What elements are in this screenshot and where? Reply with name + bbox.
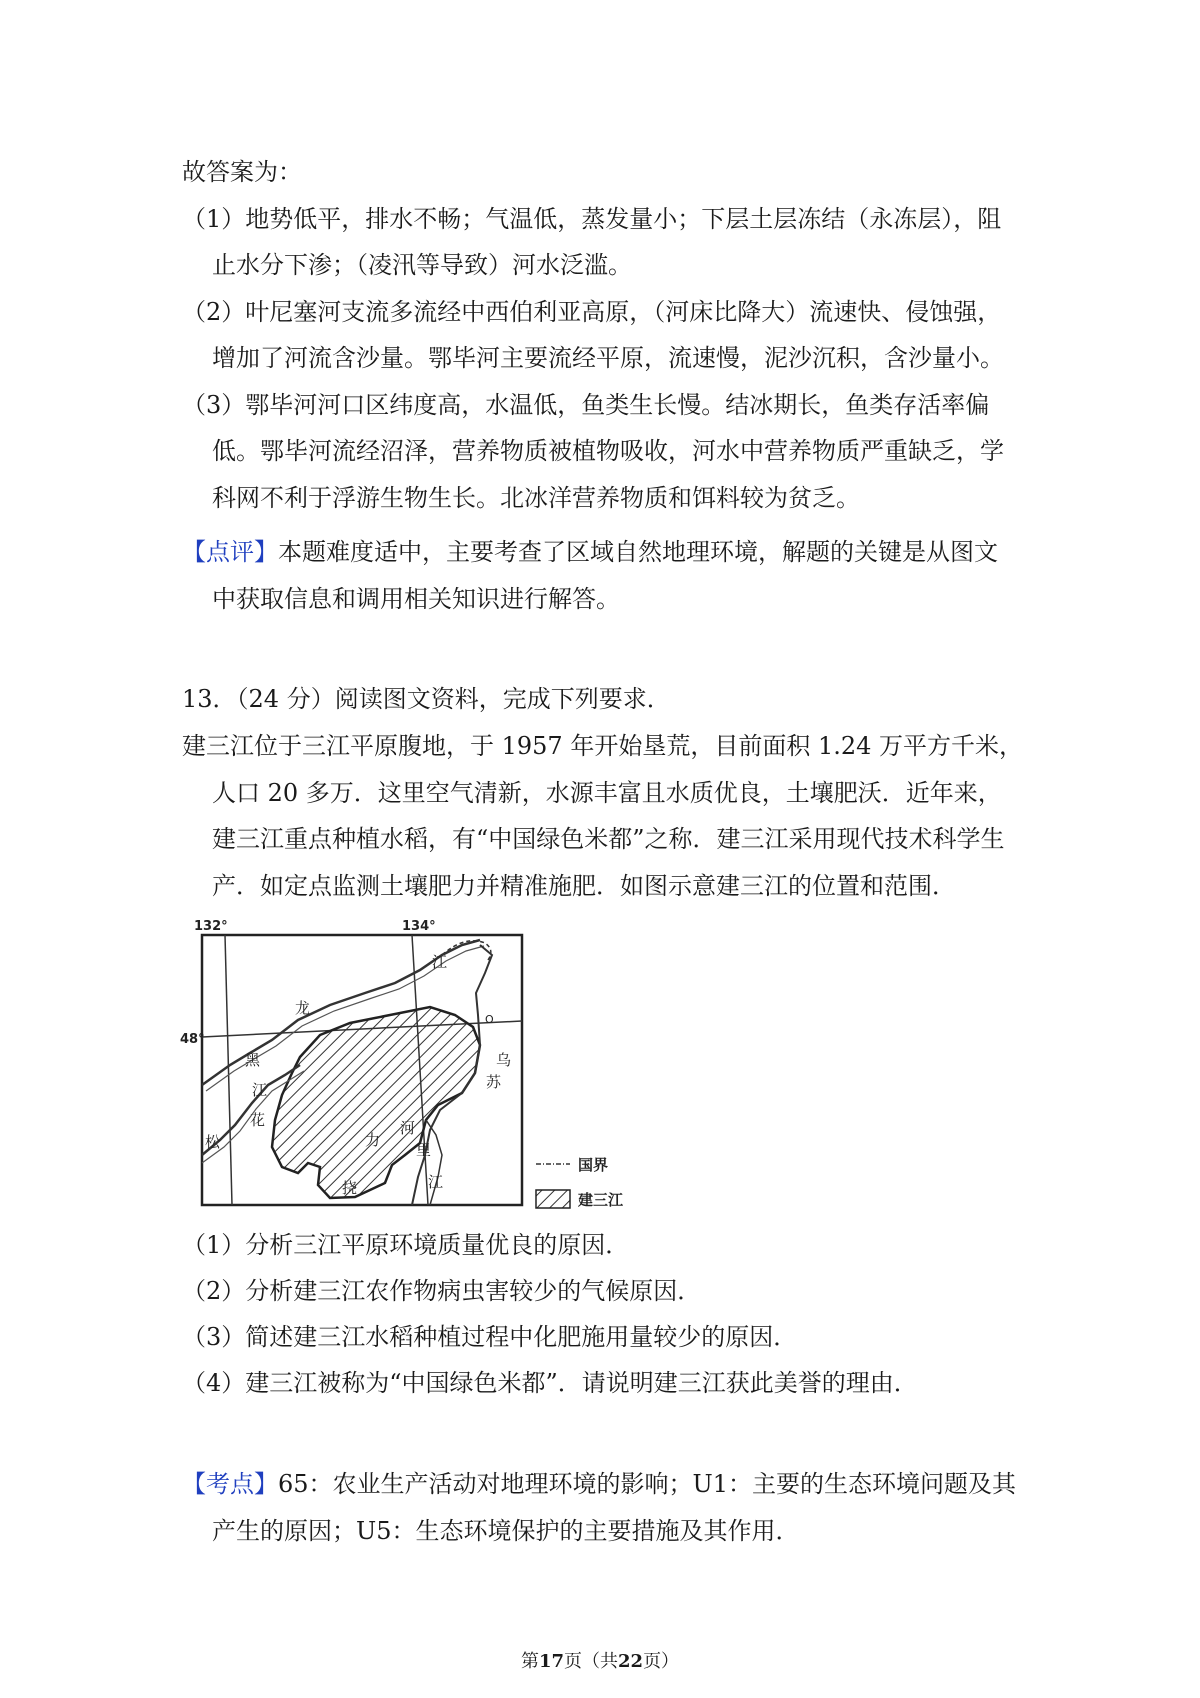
answer-p1-line1: （1）地势低平，排水不畅；气温低，蒸发量小；下层土层冻结（永冻层），阻 xyxy=(182,205,1002,233)
river-char-12: 乌 xyxy=(496,1051,512,1069)
kaodian-line1 xyxy=(182,1467,1016,1501)
subquestion-1: （1）分析三江平原环境质量优良的原因． xyxy=(182,1231,630,1259)
subquestion-4: （4）建三江被称为“中国绿色米都”．请说明建三江获此美誉的理由． xyxy=(182,1369,918,1397)
river-char-10: 里 xyxy=(416,1141,432,1159)
river-char-1: 江 xyxy=(432,953,448,971)
answer-p2-line2: 增加了河流含沙量。鄂毕河主要流经平原，流速慢，泥沙沉积，含沙量小。 xyxy=(212,344,1004,372)
meridian-132 xyxy=(225,935,232,1205)
label-point: O xyxy=(485,1013,494,1026)
subquestion-2: （2）分析建三江农作物病虫害较少的气候原因． xyxy=(182,1277,702,1305)
label-lat-48: 48° xyxy=(180,1032,205,1047)
label-lon-134: 134° xyxy=(402,919,436,934)
comment-tag: 【点评】 xyxy=(182,538,278,566)
legend-area-label: 建三江 xyxy=(578,1191,624,1209)
material-line2: 人口 20 多万．这里空气清新，水源丰富且水质优良，土壤肥沃．近年来， xyxy=(212,779,1002,807)
river-char-7: 力 xyxy=(365,1131,381,1149)
river-char-6: 松 xyxy=(205,1133,221,1151)
answer-p2-line1: （2）叶尼塞河支流多流经中西伯利亚高原，（河床比降大）流速快、侵蚀强， xyxy=(182,298,1002,326)
river-char-9: 河 xyxy=(400,1119,416,1137)
material-line1: 建三江位于三江平原腹地，于 1957 年开始垦荒，目前面积 1.24 万平方千米， xyxy=(182,732,1024,760)
material-line3: 建三江重点种植水稻，有“中国绿色米都”之称．建三江采用现代技术科学生 xyxy=(212,825,1005,853)
footer-suffix: 页） xyxy=(643,1651,680,1672)
river-char-4: 江 xyxy=(252,1081,268,1099)
subquestion-3: （3）简述建三江水稻种植过程中化肥施用量较少的原因． xyxy=(182,1323,798,1351)
legend-border-label: 国界 xyxy=(578,1156,609,1174)
comment-line2: 中获取信息和调用相关知识进行解答。 xyxy=(212,585,620,613)
map-svg xyxy=(180,915,650,1215)
kaodian-line2: 产生的原因；U5：生态环境保护的主要措施及其作用． xyxy=(212,1517,800,1545)
answer-p3-line1: （3）鄂毕河河口区纬度高，水温低，鱼类生长慢。结冰期长，鱼类存活率偏 xyxy=(182,391,990,419)
footer-mid: 页（共 xyxy=(564,1651,618,1672)
comment-text1: 本题难度适中，主要考查了区域自然地理环境，解题的关键是从图文 xyxy=(278,538,998,566)
footer-prefix: 第 xyxy=(520,1651,539,1672)
river-char-2: 龙 xyxy=(295,999,311,1017)
answer-p3-line2: 低。鄂毕河流经沼泽，营养物质被植物吸收，河水中营养物质严重缺乏，学 xyxy=(212,437,1004,465)
page-footer xyxy=(0,1650,1200,1674)
comment-line1 xyxy=(182,535,998,569)
answer-p1-line2: 止水分下渗；（凌汛等导致）河水泛滥。 xyxy=(212,251,632,279)
kaodian-tag: 【考点】 xyxy=(182,1470,278,1498)
river-char-11: 江 xyxy=(428,1173,444,1191)
answer-intro: 故答案为： xyxy=(182,158,302,186)
material-line4: 产．如定点监测土壤肥力并精准施肥．如图示意建三江的位置和范围． xyxy=(212,872,956,900)
river-char-13: 苏 xyxy=(486,1073,502,1091)
footer-page: 17 xyxy=(538,1651,564,1672)
question-title: 13．（24 分）阅读图文资料，完成下列要求． xyxy=(182,685,671,713)
legend-area-symbol xyxy=(536,1190,570,1208)
label-lon-132: 132° xyxy=(194,919,228,934)
river-char-5: 花 xyxy=(250,1111,266,1129)
naoli-river xyxy=(426,1120,442,1205)
footer-total: 22 xyxy=(618,1651,644,1672)
jiansanjiang-map xyxy=(180,915,650,1215)
river-char-3: 黑 xyxy=(245,1051,261,1069)
kaodian-text1: 65：农业生产活动对地理环境的影响；U1：主要的生态环境问题及其 xyxy=(278,1470,1017,1498)
river-char-8: 挠 xyxy=(342,1179,358,1197)
answer-p3-line3: 科网不利于浮游生物生长。北冰洋营养物质和饵料较为贫乏。 xyxy=(212,484,860,512)
